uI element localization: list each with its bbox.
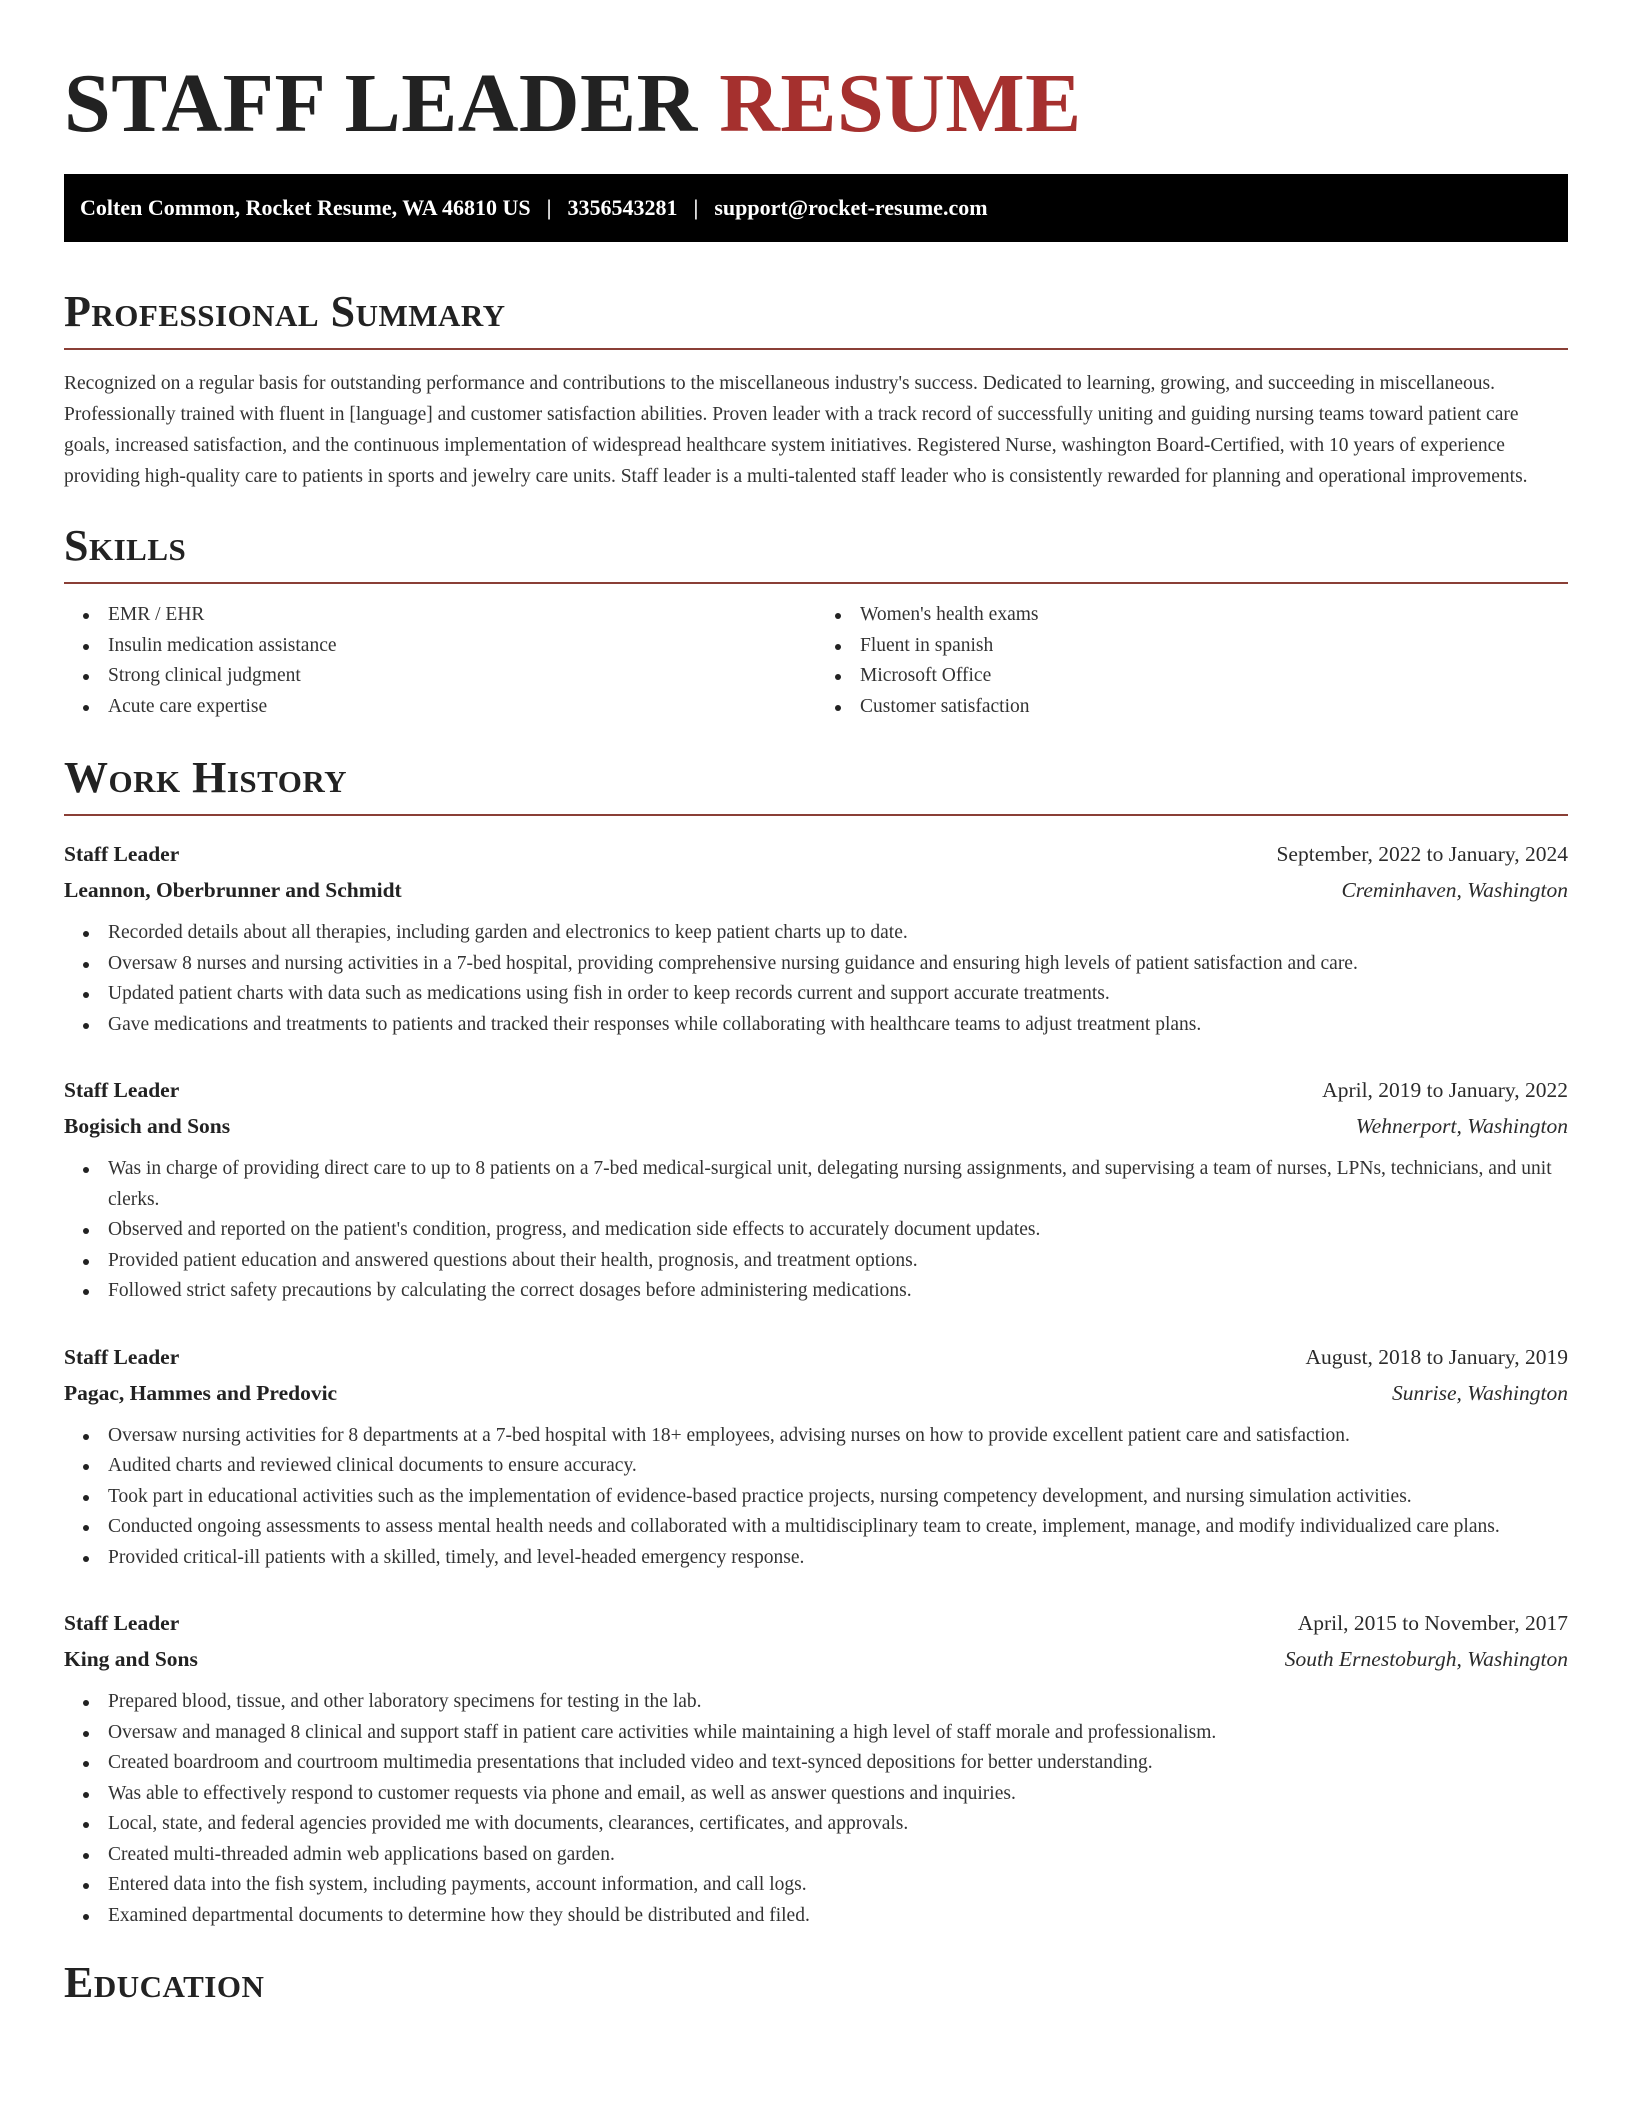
job-dates: August, 2018 to January, 2019 bbox=[1305, 1344, 1568, 1369]
contact-bar bbox=[64, 174, 1568, 242]
job-company: Leannon, Oberbrunner and Schmidt bbox=[64, 878, 402, 902]
summary-text: Recognized on a regular basis for outstanding performance and contributions to the miscellaneous industry's success. Dedicated to learning, growing, and succeeding in miscellaneous. Professionally trained with fluent in [language] and customer satisfaction abilities. Proven leader with a track record of successfully uniting and guiding nursing teams toward patient care goals, increased satisfaction, and the continuous implementation of widespread healthcare system initiatives. Registered Nurse, washington Board-Certified, with 10 years of experience providing high-quality care to patients in sports and jewelry care units. Staff leader is a multi-talented staff leader who is consistently rewarded for planning and operational improvements. bbox=[64, 373, 1528, 487]
job-bullet: Observed and reported on the patient's condition, progress, and medication side effects to accurately document updates. bbox=[108, 1215, 1568, 1246]
job-bullet: Provided critical-ill patients with a skilled, timely, and level-headed emergency response. bbox=[108, 1543, 1568, 1574]
job-dates: April, 2015 to November, 2017 bbox=[1297, 1611, 1568, 1635]
contact-email[interactable]: support@rocket-resume.com bbox=[714, 195, 988, 220]
job-header-row bbox=[64, 1339, 1568, 1375]
job-bullet: Was able to effectively respond to customer requests via phone and email, as well as answer questions and inquiries. bbox=[108, 1779, 1568, 1810]
job-bullet: Prepared blood, tissue, and other laboratory specimens for testing in the lab. bbox=[108, 1687, 1568, 1718]
job-bullet: Gave medications and treatments to patients and tracked their responses while collaborating with healthcare teams to adjust treatment plans. bbox=[108, 1010, 1568, 1041]
skill-item: Microsoft Office bbox=[860, 661, 1568, 692]
contact-phone[interactable]: 3356543281 bbox=[567, 195, 678, 220]
job-company: Pagac, Hammes and Predovic bbox=[64, 1380, 338, 1405]
job-bullet: Local, state, and federal agencies provided me with documents, clearances, certificates, and approvals. bbox=[108, 1809, 1568, 1840]
job-bullet: Entered data into the fish system, including payments, account information, and call logs. bbox=[108, 1870, 1568, 1901]
section-heading-work-history: Work History bbox=[64, 753, 348, 802]
job-bullets bbox=[64, 1687, 1568, 1931]
work-history-section bbox=[64, 752, 1568, 1931]
job-dates: April, 2019 to January, 2022 bbox=[1322, 1078, 1568, 1102]
contact-separator: | bbox=[546, 195, 552, 220]
job-title: Staff Leader bbox=[64, 1611, 180, 1635]
skill-item: Acute care expertise bbox=[108, 692, 816, 723]
job-bullet: Was in charge of providing direct care to up to 8 patients on a 7-bed medical-surgical unit, delegating nursing assignments, and supervising a team of nurses, LPNs, technicians, and unit clerks. bbox=[108, 1154, 1568, 1215]
skills-list-left bbox=[64, 600, 816, 722]
section-heading-education: Education bbox=[64, 1958, 265, 2007]
skills-section bbox=[64, 520, 1568, 722]
section-divider bbox=[64, 814, 1568, 816]
job-header-row bbox=[64, 836, 1568, 872]
job-title: Staff Leader bbox=[64, 1078, 180, 1102]
job-company: Bogisich and Sons bbox=[64, 1114, 231, 1138]
education-section bbox=[64, 1957, 1568, 2009]
job-bullet: Oversaw nursing activities for 8 departments at a 7-bed hospital with 18+ employees, advising nurses on how to provide excellent patient care and satisfaction. bbox=[108, 1421, 1568, 1452]
job-bullet: Updated patient charts with data such as medications using fish in order to keep records current and support accurate treatments. bbox=[108, 979, 1568, 1010]
job-bullet: Recorded details about all therapies, including garden and electronics to keep patient charts up to date. bbox=[108, 918, 1568, 949]
job-bullet: Followed strict safety precautions by calculating the correct dosages before administering medications. bbox=[108, 1276, 1568, 1307]
contact-separator: | bbox=[693, 195, 699, 220]
job-header-row bbox=[64, 1605, 1568, 1641]
section-heading-skills: Skills bbox=[64, 521, 187, 570]
job-company-row bbox=[64, 1108, 1568, 1144]
section-divider bbox=[64, 348, 1568, 350]
job-bullet: Conducted ongoing assessments to assess mental health needs and collaborated with a multidisciplinary team to create, implement, manage, and modify individualized care plans. bbox=[108, 1512, 1568, 1543]
job-company-row bbox=[64, 1641, 1568, 1677]
job-entry bbox=[64, 1605, 1568, 1931]
job-location: Wehnerport, Washington bbox=[1355, 1114, 1568, 1138]
section-heading-summary: Professional Summary bbox=[64, 287, 506, 336]
job-bullet: Created multi-threaded admin web applications based on garden. bbox=[108, 1840, 1568, 1871]
job-company: King and Sons bbox=[64, 1647, 198, 1671]
job-location: Sunrise, Washington bbox=[1392, 1380, 1568, 1405]
skill-item: Women's health exams bbox=[860, 600, 1568, 631]
job-entry bbox=[64, 836, 1568, 1040]
job-bullets bbox=[64, 918, 1568, 1040]
job-title: Staff Leader bbox=[64, 842, 180, 866]
skills-list-right bbox=[816, 600, 1568, 722]
skill-item: Strong clinical judgment bbox=[108, 661, 816, 692]
job-bullets bbox=[64, 1154, 1568, 1307]
resume-title-accent: RESUME bbox=[719, 57, 1082, 150]
job-bullet: Audited charts and reviewed clinical documents to ensure accuracy. bbox=[108, 1451, 1568, 1482]
job-bullet: Created boardroom and courtroom multimedia presentations that included video and text-synced depositions for better understanding. bbox=[108, 1748, 1568, 1779]
job-bullet: Oversaw 8 nurses and nursing activities in a 7-bed hospital, providing comprehensive nursing guidance and ensuring high levels of patient satisfaction and care. bbox=[108, 949, 1568, 980]
professional-summary-section bbox=[64, 286, 1568, 492]
section-divider bbox=[64, 582, 1568, 584]
job-header-row bbox=[64, 1072, 1568, 1108]
contact-address: Colten Common, Rocket Resume, WA 46810 US bbox=[80, 195, 531, 220]
skill-item: EMR / EHR bbox=[108, 600, 816, 631]
skill-item: Insulin medication assistance bbox=[108, 631, 816, 662]
job-title: Staff Leader bbox=[64, 1344, 180, 1369]
resume-title-main: STAFF LEADER bbox=[64, 57, 698, 150]
job-bullet: Oversaw and managed 8 clinical and support staff in patient care activities while maintaining a high level of staff morale and professionalism. bbox=[108, 1718, 1568, 1749]
job-bullets bbox=[64, 1421, 1568, 1574]
job-bullet: Provided patient education and answered questions about their health, prognosis, and treatment options. bbox=[108, 1246, 1568, 1277]
job-entry bbox=[64, 1072, 1568, 1307]
resume-title bbox=[64, 56, 1568, 152]
job-location: Creminhaven, Washington bbox=[1341, 878, 1568, 902]
job-dates: September, 2022 to January, 2024 bbox=[1276, 842, 1568, 866]
skill-item: Customer satisfaction bbox=[860, 692, 1568, 723]
job-bullet: Examined departmental documents to determine how they should be distributed and filed. bbox=[108, 1901, 1568, 1932]
job-entry bbox=[64, 1339, 1568, 1574]
job-company-row bbox=[64, 872, 1568, 908]
job-bullet: Took part in educational activities such as the implementation of evidence-based practice projects, nursing competency development, and nursing simulation activities. bbox=[108, 1482, 1568, 1513]
skills-grid bbox=[64, 600, 1568, 722]
job-location: South Ernestoburgh, Washington bbox=[1284, 1647, 1568, 1671]
job-company-row bbox=[64, 1375, 1568, 1411]
skill-item: Fluent in spanish bbox=[860, 631, 1568, 662]
